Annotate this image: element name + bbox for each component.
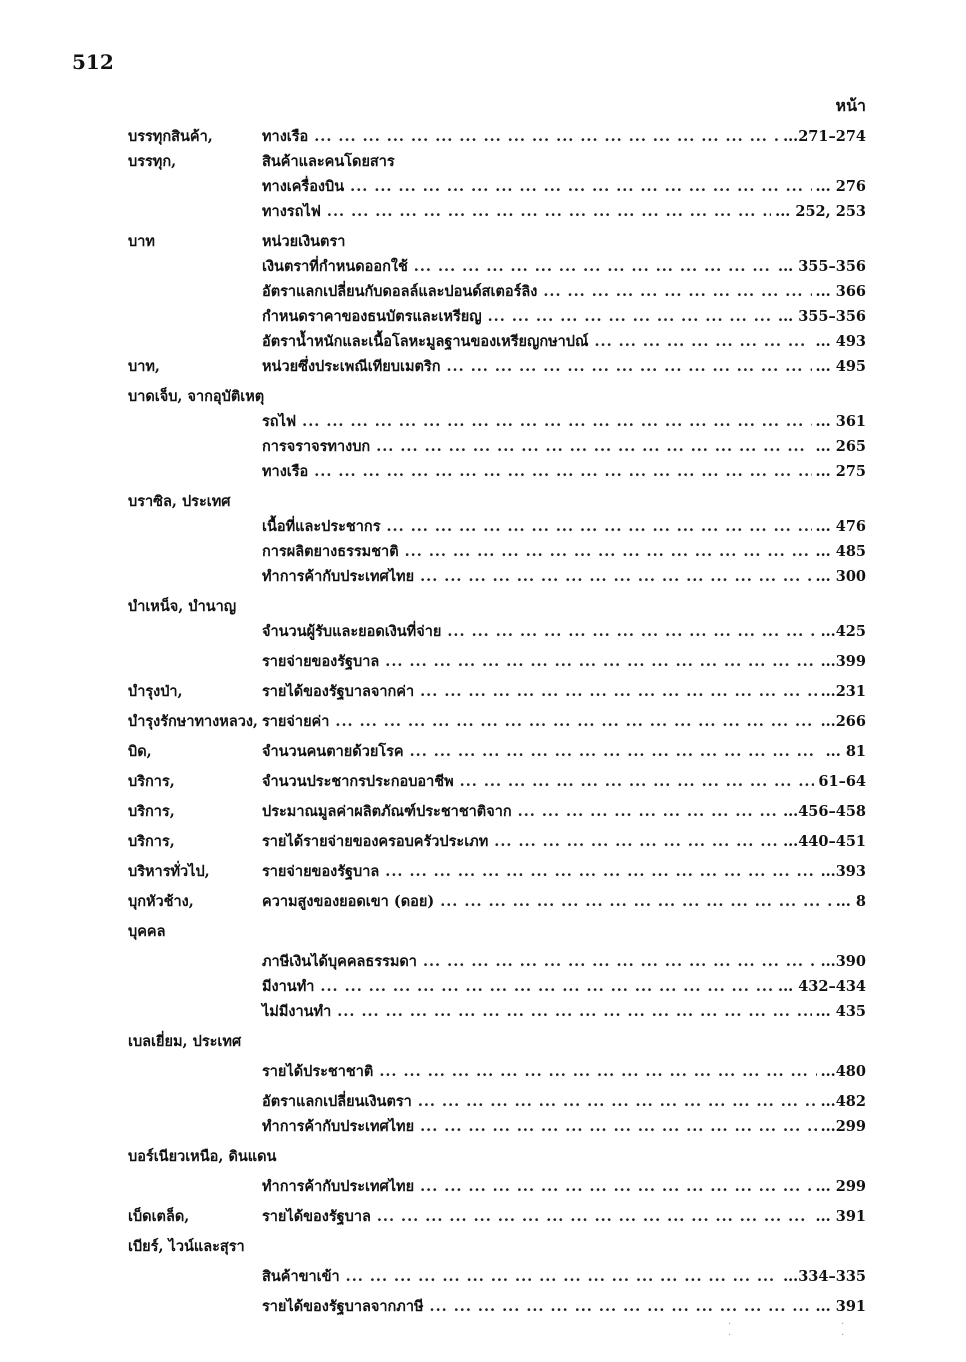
entry-page-numbers: ...393: [820, 863, 866, 880]
entry-description: ความสูงของยอดเขา (ดอย): [262, 893, 435, 910]
entry-line: [262, 1114, 866, 1139]
entry-line: [262, 1264, 866, 1289]
scan-marks: .. ..: [728, 1316, 955, 1338]
entry-description: รายได้ประชาชาติ: [262, 1063, 374, 1080]
entry-page-numbers: ...482: [820, 1093, 866, 1110]
entry-page-numbers: ... 432–434: [778, 978, 866, 995]
leader-dots: [418, 1089, 817, 1114]
entry-description: รายได้ของรัฐบาลจากค่า: [262, 683, 415, 700]
entry-line: [262, 254, 866, 279]
index-entry: [0, 279, 966, 304]
leader-dots: [494, 829, 779, 854]
entry-line: [262, 514, 866, 539]
index-entry: [0, 564, 966, 589]
entry-page-numbers: ...334–335: [783, 1268, 866, 1285]
leader-dots: [410, 739, 822, 764]
entry-description: ทำการค้ากับประเทศไทย: [262, 1118, 415, 1135]
index-entry: [0, 594, 966, 619]
entry-page-numbers: ... 252, 253: [775, 203, 866, 220]
entry-description: หน่วยซึ่งประเพณีเทียบเมตริก: [262, 358, 441, 375]
index-entry: [0, 1174, 966, 1199]
leader-dots: [414, 254, 774, 279]
entry-heading: บอร์เนียวเหนือ, ดินแดน: [128, 1148, 277, 1165]
index-entry: [0, 859, 966, 884]
entry-page-numbers: ...390: [820, 953, 866, 970]
entry-heading: บริการ,: [128, 773, 175, 790]
leader-dots: [385, 859, 816, 884]
index-entry: [0, 254, 966, 279]
index-entry: [0, 124, 966, 149]
entry-page-numbers: ...299: [820, 1118, 866, 1135]
entry-heading: บาท: [128, 233, 155, 250]
leader-dots: [405, 539, 812, 564]
leader-dots: [346, 1264, 779, 1289]
leader-dots: [420, 1174, 811, 1199]
index-entry: [0, 949, 966, 974]
entry-line: [262, 199, 866, 224]
index-entry: [0, 649, 966, 674]
leader-dots: [376, 434, 811, 459]
entry-description: รายจ่ายของรัฐบาล: [262, 653, 380, 670]
entry-description: สินค้าขาเข้า: [262, 1268, 340, 1285]
leader-dots: [337, 999, 811, 1024]
entry-page-numbers: ...266: [820, 713, 866, 730]
entry-line: [262, 679, 866, 704]
index-entry: [0, 1144, 966, 1169]
entry-heading: บริการ,: [128, 803, 175, 820]
index-entry: [0, 1264, 966, 1289]
entry-description: จำนวนผู้รับและยอดเงินที่จ่าย: [262, 623, 442, 640]
index-entry: [0, 974, 966, 999]
page-number: 512: [72, 50, 114, 74]
index-entry: [0, 619, 966, 644]
index-entry: [0, 459, 966, 484]
leader-dots: [320, 974, 774, 999]
entry-line: [262, 1174, 866, 1199]
leader-dots: [420, 1114, 816, 1139]
entry-description: การผลิตยางธรรมชาติ: [262, 543, 399, 560]
index-entry: [0, 1029, 966, 1054]
leader-dots: [335, 709, 816, 734]
entry-line: [262, 859, 866, 884]
entry-description: รายจ่ายค่า: [262, 713, 330, 730]
entry-line: [262, 304, 866, 329]
index-entry: [0, 149, 966, 174]
index-entry: [0, 1089, 966, 1114]
entry-heading: บุกหัวช้าง,: [128, 893, 194, 910]
entry-line: [262, 459, 866, 484]
entry-description: มีงานทำ: [262, 978, 315, 995]
entry-description: ทำการค้ากับประเทศไทย: [262, 568, 415, 585]
entry-page-numbers: ...399: [820, 653, 866, 670]
index-entry: [0, 1059, 966, 1084]
entry-description: ทางรถไฟ: [262, 203, 321, 220]
entry-page-numbers: ... 435: [815, 1003, 866, 1020]
entry-heading: เบียร์, ไวน์และสุรา: [128, 1238, 245, 1255]
entry-line: [262, 769, 866, 794]
entry-line: [262, 1089, 866, 1114]
index-entry: [0, 1204, 966, 1229]
entry-line: [262, 1204, 866, 1229]
entry-line: [262, 709, 866, 734]
index-entry: [0, 799, 966, 824]
entry-page-numbers: ... 361: [815, 413, 866, 430]
entry-description: ภาษีเงินได้บุคคลธรรมดา: [262, 953, 417, 970]
entry-description: อัตราน้ำหนักและเนื้อโลหะมูลฐานของเหรียญกษาปณ์: [262, 333, 589, 350]
entry-page-numbers: ...480: [820, 1063, 866, 1080]
entry-page-numbers: ... 493: [815, 333, 866, 350]
page-column-header: หน้า: [835, 96, 866, 115]
entry-page-numbers: ... 476: [815, 518, 866, 535]
entry-line: [262, 174, 866, 199]
entry-description: อัตราแลกเปลี่ยนกับดอลล์และปอนด์สเตอร์ลิง: [262, 283, 538, 300]
entry-description: ไม่มีงานทำ: [262, 1003, 332, 1020]
leader-dots: [420, 679, 816, 704]
entry-description: ทำการค้ากับประเทศไทย: [262, 1178, 415, 1195]
leader-dots: [543, 279, 811, 304]
entry-line: [262, 829, 866, 854]
entry-description: เนื้อที่และประชากร: [262, 518, 381, 535]
entry-description: รายได้ของรัฐบาลจากภาษี: [262, 1298, 424, 1315]
entry-page-numbers: 61–64: [818, 773, 866, 790]
leader-dots: [302, 409, 811, 434]
index-entry: [0, 739, 966, 764]
entry-heading: บิด,: [128, 743, 152, 760]
leader-dots: [423, 949, 817, 974]
index-entry: [0, 1234, 966, 1259]
entry-description: รายได้รายจ่ายของครอบครัวประเภท: [262, 833, 489, 850]
leader-dots: [314, 124, 779, 149]
leader-dots: [387, 514, 812, 539]
index-entry: [0, 999, 966, 1024]
entry-heading: บำรุงรักษาทางหลวง,: [128, 713, 258, 730]
entry-page-numbers: ... 276: [815, 178, 866, 195]
entry-heading: บริการ,: [128, 833, 175, 850]
entry-page-numbers: ... 391: [815, 1208, 866, 1225]
index-entry: [0, 354, 966, 379]
entry-page-numbers: ... 355–356: [778, 258, 866, 275]
entry-description: สินค้าและคนโดยสาร: [262, 153, 395, 170]
entry-description: อัตราแลกเปลี่ยนเงินตรา: [262, 1093, 412, 1110]
leader-dots: [377, 1204, 812, 1229]
index-entry: [0, 539, 966, 564]
leader-dots: [379, 1059, 816, 1084]
entry-heading: บาท,: [128, 358, 160, 375]
leader-dots: [327, 199, 771, 224]
entry-description: การจราจรทางบก: [262, 438, 371, 455]
entry-page-numbers: ... 8: [835, 893, 866, 910]
entry-page-numbers: ... 355–356: [778, 308, 866, 325]
entry-description: จำนวนคนตายด้วยโรค: [262, 743, 404, 760]
entry-line: [262, 279, 866, 304]
index-entry: [0, 304, 966, 329]
entry-page-numbers: ... 81: [825, 743, 866, 760]
leader-dots: [350, 174, 811, 199]
entry-line: [262, 889, 866, 914]
leader-dots: [488, 304, 774, 329]
index-entry: [0, 199, 966, 224]
entry-page-numbers: ... 391: [815, 1298, 866, 1315]
entry-page-numbers: ... 300: [815, 568, 866, 585]
entry-description: ทางเครื่องบิน: [262, 178, 345, 195]
index-entry: [0, 709, 966, 734]
index-entry: [0, 889, 966, 914]
entry-page-numbers: ... 485: [815, 543, 866, 560]
entry-line: [262, 949, 866, 974]
leader-dots: [518, 799, 779, 824]
entry-heading: บรรทุกสินค้า,: [128, 128, 213, 145]
index-entry: [0, 1114, 966, 1139]
entry-heading: บาดเจ็บ, จากอุบัติเหตุ: [128, 388, 265, 405]
index-entry: [0, 514, 966, 539]
entry-line: [262, 619, 866, 644]
entry-line: [262, 649, 866, 674]
entry-page-numbers: ...231: [820, 683, 866, 700]
entry-line: [262, 739, 866, 764]
entry-line: [262, 409, 866, 434]
entry-description: กำหนดราคาของธนบัตรและเหรียญ: [262, 308, 482, 325]
leader-dots: [385, 649, 816, 674]
index-entry: [0, 769, 966, 794]
entry-page-numbers: ... 299: [815, 1178, 866, 1195]
entry-line: [262, 799, 866, 824]
leader-dots: [447, 619, 816, 644]
leader-dots: [420, 564, 811, 589]
entry-page-numbers: ... 275: [815, 463, 866, 480]
entry-line: [262, 539, 866, 564]
index-entry: [0, 229, 966, 254]
entry-description: รถไฟ: [262, 413, 297, 430]
entry-heading: เบลเยี่ยม, ประเทศ: [128, 1033, 242, 1050]
entry-heading: เบ็ดเตล็ด,: [128, 1208, 190, 1225]
entry-line: [262, 1059, 866, 1084]
index-entry: [0, 434, 966, 459]
entry-page-numbers: ...271–274: [783, 128, 866, 145]
index-entry: [0, 679, 966, 704]
entry-heading: บำเหน็จ, บำนาญ: [128, 598, 237, 615]
leader-dots: [460, 769, 815, 794]
entry-line: [262, 434, 866, 459]
entry-page-numbers: ... 265: [815, 438, 866, 455]
entry-description: หน่วยเงินตรา: [262, 233, 346, 250]
leader-dots: [314, 459, 811, 484]
entry-description: รายได้ของรัฐบาล: [262, 1208, 371, 1225]
leader-dots: [440, 889, 832, 914]
entry-line: [262, 124, 866, 149]
entry-line: [262, 329, 866, 354]
entry-line: [262, 149, 866, 174]
entry-description: ทางเรือ: [262, 128, 309, 145]
index-entry: [0, 489, 966, 514]
entry-heading: บำรุงป่า,: [128, 683, 183, 700]
entry-page-numbers: ...425: [820, 623, 866, 640]
entry-line: [262, 564, 866, 589]
index-list: [0, 124, 966, 1319]
entry-description: ประมาณมูลค่าผลิตภัณฑ์ประชาชาติจาก: [262, 803, 512, 820]
index-entry: [0, 409, 966, 434]
entry-description: รายจ่ายของรัฐบาล: [262, 863, 380, 880]
entry-line: [262, 974, 866, 999]
entry-heading: บริหารทั่วไป,: [128, 863, 210, 880]
entry-page-numbers: ... 495: [815, 358, 866, 375]
entry-page-numbers: ... 366: [815, 283, 866, 300]
index-entry: [0, 829, 966, 854]
entry-heading: บราซิล, ประเทศ: [128, 493, 231, 510]
entry-line: [262, 354, 866, 379]
entry-page-numbers: ...456–458: [783, 803, 866, 820]
leader-dots: [447, 354, 812, 379]
entry-description: จำนวนประชากรประกอบอาชีพ: [262, 773, 454, 790]
entry-line: [262, 999, 866, 1024]
index-entry: [0, 174, 966, 199]
entry-heading: บรรทุก,: [128, 153, 177, 170]
index-entry: [0, 329, 966, 354]
entry-line: [262, 229, 866, 254]
entry-description: เงินตราที่กำหนดออกใช้: [262, 258, 408, 275]
entry-page-numbers: ...440–451: [783, 833, 866, 850]
leader-dots: [594, 329, 811, 354]
index-entry: [0, 384, 966, 409]
entry-heading: บุคคล: [128, 923, 166, 940]
entry-description: ทางเรือ: [262, 463, 309, 480]
index-entry: [0, 919, 966, 944]
